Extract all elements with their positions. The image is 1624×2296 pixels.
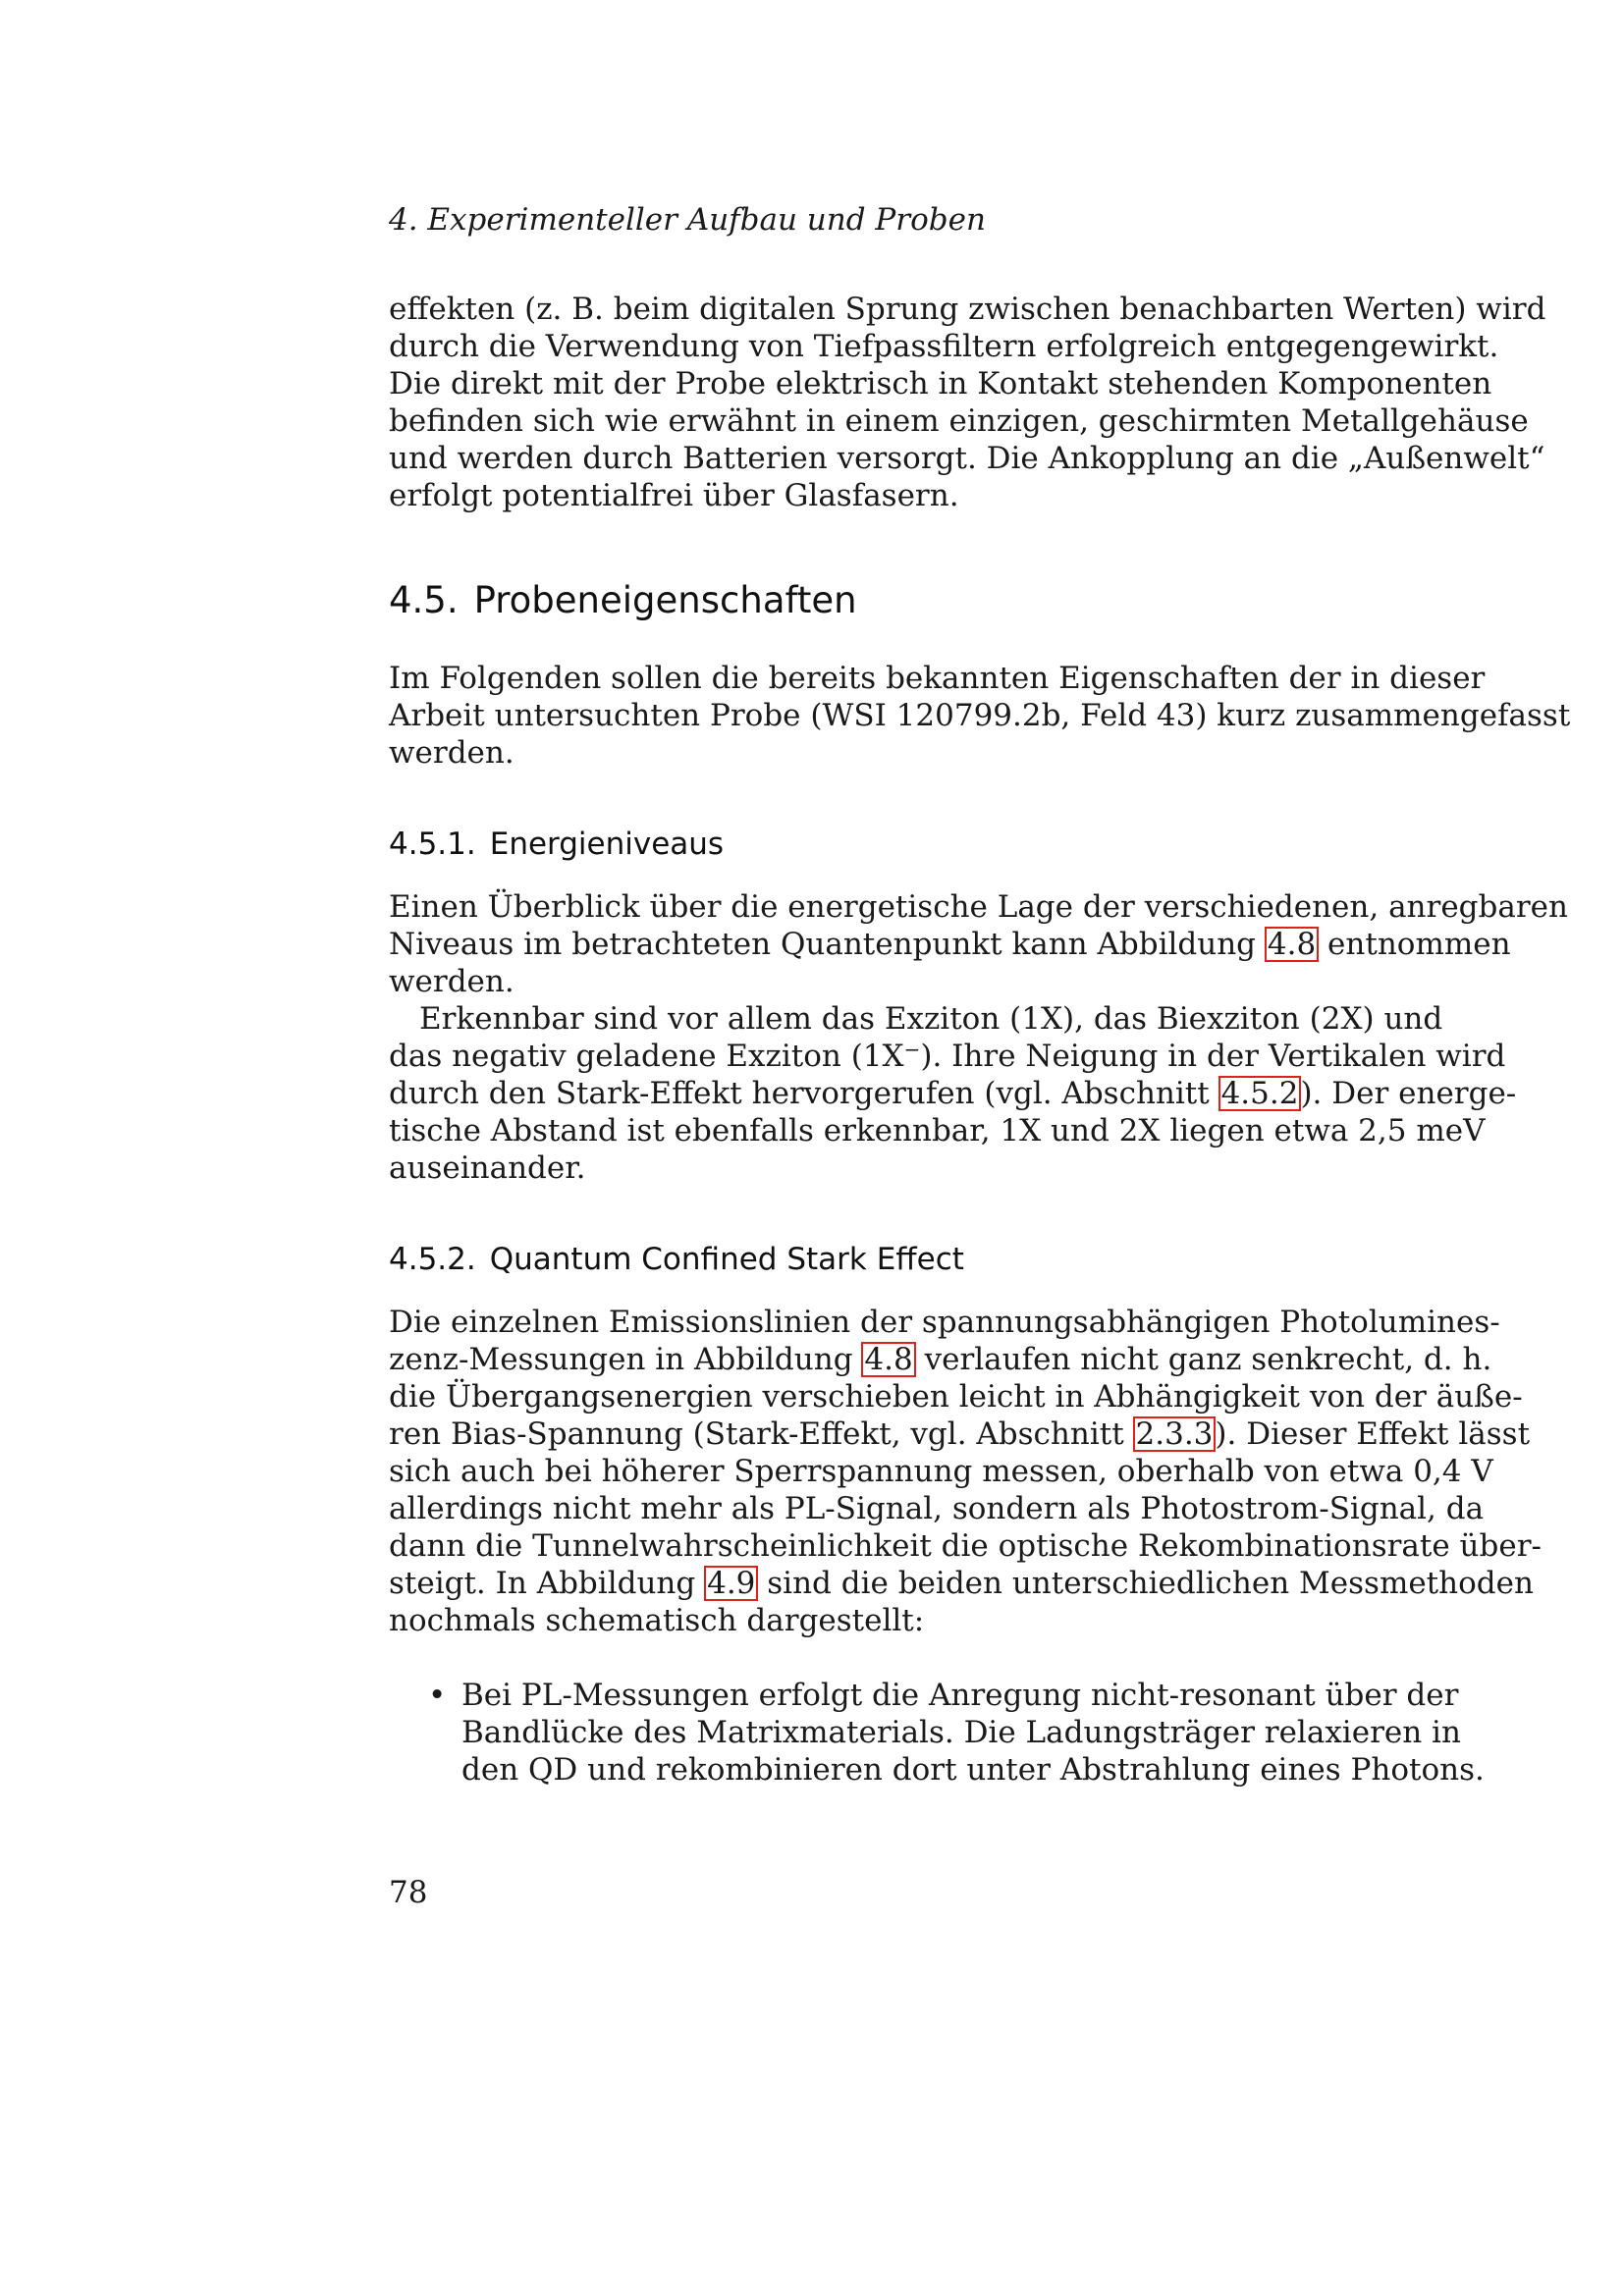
section-4-5-1-paragraph-1 bbox=[389, 888, 1568, 1000]
text-line: Arbeit untersuchten Probe (WSI 120799.2b, Feld 43) kurz zusammengefasst bbox=[389, 698, 1571, 733]
text-line: werden. bbox=[389, 735, 514, 771]
section-heading-4-5 bbox=[389, 579, 857, 622]
text-line: allerdings nicht mehr als PL-Signal, sondern als Photostrom-Signal, da bbox=[389, 1491, 1485, 1526]
subsection-heading-4-5-2 bbox=[389, 1241, 964, 1278]
section-4-5-1-paragraph-2 bbox=[389, 1000, 1517, 1187]
page-number: 78 bbox=[389, 1875, 428, 1910]
text-line: sich auch bei höherer Sperrspannung messen, oberhalb von etwa 0,4 V bbox=[389, 1454, 1493, 1489]
text-line: durch die Verwendung von Tiefpassfiltern erfolgreich entgegengewirkt. bbox=[389, 329, 1499, 364]
list-item-line: Bandlücke des Matrixmaterials. Die Ladungsträger relaxieren in bbox=[461, 1715, 1461, 1750]
subsection-heading-4-5-1 bbox=[389, 826, 724, 863]
intro-paragraph bbox=[389, 291, 1546, 514]
text-line: Einen Überblick über die energetische Lage der verschiedenen, anregbaren bbox=[389, 889, 1568, 925]
section-4-5-paragraph bbox=[389, 660, 1571, 772]
text-line: steigt. In Abbildung 4.9 sind die beiden unterschiedlichen Messmethoden bbox=[389, 1566, 1534, 1601]
running-header: 4. Experimenteller Aufbau und Proben bbox=[389, 202, 986, 238]
text-line: tische Abstand ist ebenfalls erkennbar, 1X und 2X liegen etwa 2,5 meV bbox=[389, 1113, 1486, 1148]
text-line: das negativ geladene Exziton (1X−). Ihre Neigung in der Vertikalen wird bbox=[389, 1038, 1506, 1074]
text-line: Die einzelnen Emissionslinien der spannungsabhängigen Photolumines- bbox=[389, 1305, 1500, 1340]
text-line: ren Bias-Spannung (Stark-Effekt, vgl. Abschnitt 2.3.3). Dieser Effekt lässt bbox=[389, 1416, 1531, 1452]
text-line: erfolgt potentialfrei über Glasfasern. bbox=[389, 478, 959, 513]
list-item-line: den QD und rekombinieren dort unter Abstrahlung eines Photons. bbox=[461, 1752, 1485, 1788]
text-line: Die direkt mit der Probe elektrisch in Kontakt stehenden Komponenten bbox=[389, 366, 1492, 401]
text-line: auseinander. bbox=[389, 1150, 586, 1186]
subsection-title: Energieniveaus bbox=[489, 827, 725, 862]
text-line: und werden durch Batterien versorgt. Die Ankopplung an die „Außenwelt“ bbox=[389, 441, 1545, 476]
subsection-number: 4.5.2. bbox=[389, 1242, 476, 1277]
text-line: Im Folgenden sollen die bereits bekannten Eigenschaften der in dieser bbox=[389, 661, 1486, 696]
text-line: Niveaus im betrachteten Quantenpunkt kann Abbildung 4.8 entnommen bbox=[389, 927, 1511, 962]
section-4-5-2-paragraph bbox=[389, 1304, 1543, 1639]
text-line: effekten (z. B. beim digitalen Sprung zwischen benachbarten Werten) wird bbox=[389, 292, 1546, 327]
figure-ref-link[interactable]: 4.8 bbox=[1267, 927, 1317, 962]
bullet-list bbox=[428, 1677, 1485, 1789]
section-ref-link[interactable]: 2.3.3 bbox=[1135, 1416, 1214, 1452]
text-line: zenz-Messungen in Abbildung 4.8 verlaufen nicht ganz senkrecht, d. h. bbox=[389, 1342, 1492, 1377]
subsection-number: 4.5.1. bbox=[389, 827, 476, 862]
bullet-marker: • bbox=[428, 1678, 447, 1713]
section-ref-link[interactable]: 4.5.2 bbox=[1220, 1076, 1299, 1111]
list-item-line: Bei PL-Messungen erfolgt die Anregung nicht-resonant über der bbox=[461, 1678, 1459, 1713]
figure-ref-link[interactable]: 4.9 bbox=[707, 1566, 756, 1601]
section-title: Probeneigenschaften bbox=[473, 579, 857, 621]
text-line: Erkennbar sind vor allem das Exziton (1X), das Biexziton (2X) und bbox=[419, 1001, 1443, 1037]
section-number: 4.5. bbox=[389, 579, 459, 621]
text-line: werden. bbox=[389, 964, 514, 999]
text-line: die Übergangsenergien verschieben leicht in Abhängigkeit von der äuße- bbox=[389, 1379, 1523, 1415]
text-line: dann die Tunnelwahrscheinlichkeit die optische Rekombinationsrate über- bbox=[389, 1528, 1543, 1564]
subsection-title: Quantum Confined Stark Effect bbox=[489, 1242, 964, 1277]
figure-ref-link[interactable]: 4.8 bbox=[864, 1342, 913, 1377]
text-line: durch den Stark-Effekt hervorgerufen (vgl. Abschnitt 4.5.2). Der energe- bbox=[389, 1076, 1517, 1111]
text-line: nochmals schematisch dargestellt: bbox=[389, 1603, 925, 1638]
text-line: befinden sich wie erwähnt in einem einzigen, geschirmten Metallgehäuse bbox=[389, 403, 1529, 439]
